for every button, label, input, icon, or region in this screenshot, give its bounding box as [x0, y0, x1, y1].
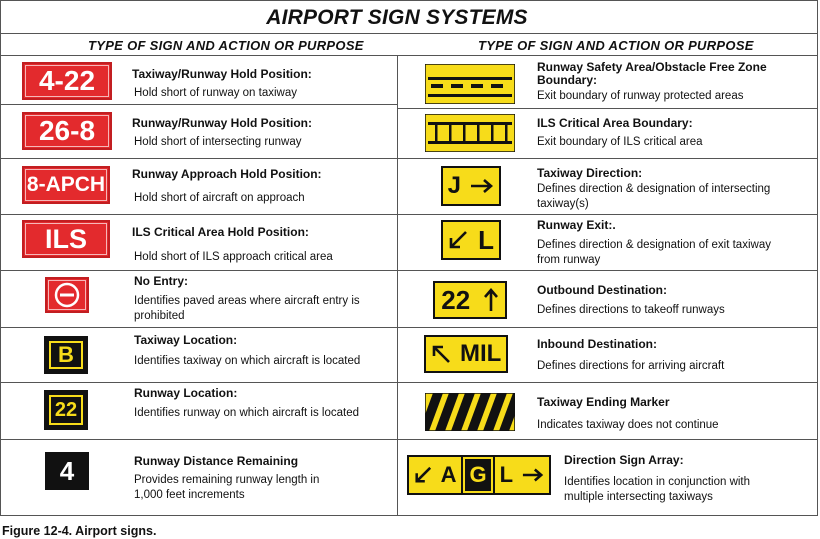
- entry-description: Hold short of ILS approach critical area: [134, 251, 333, 263]
- row-divider: [398, 327, 818, 328]
- row-divider: [0, 439, 397, 440]
- runway-exit-sign: [441, 220, 501, 260]
- row-divider: [0, 214, 397, 215]
- entry-description: Identifies taxiway on which aircraft is located: [134, 355, 361, 367]
- row-divider: [398, 214, 818, 215]
- direction-sign-array: [407, 455, 551, 495]
- row-divider: [398, 382, 818, 383]
- distance-remaining-sign: 4: [45, 452, 89, 490]
- entry-title: Runway Approach Hold Position:: [132, 167, 322, 181]
- page-title: AIRPORT SIGN SYSTEMS: [266, 6, 528, 29]
- row-divider: [0, 104, 397, 105]
- entry-description: Identifies location in conjunction with multiple intersecting taxiways: [564, 476, 751, 503]
- entry-title: Taxiway Ending Marker: [537, 395, 670, 409]
- entry-title: Runway Location:: [134, 386, 238, 400]
- row-divider: [398, 439, 818, 440]
- entry-title: Outbound Destination:: [537, 283, 667, 297]
- hold-sign-8-apch: 8-APCH: [22, 166, 110, 204]
- direction-sign-l-label: L: [499, 462, 514, 487]
- entry-description: Exit boundary of runway protected areas: [537, 90, 744, 102]
- entry-title: ILS Critical Area Hold Position:: [132, 225, 309, 239]
- entry-title: Taxiway Direction:: [537, 166, 643, 180]
- hold-sign-4-22: 4-22: [22, 62, 112, 100]
- taxiway-location-sign: [44, 336, 88, 374]
- arrow-right-icon: [470, 178, 494, 194]
- entry-description: Indicates taxiway does not continue: [537, 419, 719, 431]
- hold-sign-ils: ILS: [22, 220, 110, 258]
- taxiway-designation: J: [447, 172, 462, 199]
- entry-title: Direction Sign Array:: [564, 453, 684, 467]
- entry-title: Runway Safety Area/Obstacle Free Zone Boundary:: [537, 60, 767, 87]
- row-divider: [0, 382, 397, 383]
- row-divider: [0, 327, 397, 328]
- entry-title: Runway/Runway Hold Position:: [132, 116, 313, 130]
- entry-title: Runway Distance Remaining: [134, 454, 299, 468]
- entry-description: Hold short of intersecting runway: [134, 136, 302, 148]
- runway-safety-area-boundary-marking: [425, 64, 515, 104]
- header-divider: [0, 55, 818, 56]
- entry-description: Defines direction & designation of intersecting taxiway(s): [537, 183, 771, 210]
- entry-title: Inbound Destination:: [537, 337, 657, 351]
- no-entry-sign: [45, 277, 89, 313]
- column-divider: [397, 55, 398, 516]
- direction-sign-left-a: [409, 457, 461, 493]
- figure-caption: Figure 12-4. Airport signs.: [2, 524, 157, 538]
- inbound-destination-label: MIL: [459, 340, 502, 367]
- entry-description: Hold short of aircraft on approach: [134, 192, 305, 204]
- row-divider: [398, 108, 818, 109]
- entry-title: Taxiway/Runway Hold Position:: [132, 67, 312, 81]
- row-divider: [398, 270, 818, 271]
- no-entry-icon: [54, 282, 80, 308]
- entry-description: Defines directions for arriving aircraft: [537, 360, 725, 372]
- row-divider: [0, 270, 397, 271]
- entry-description: Hold short of runway on taxiway: [134, 87, 297, 99]
- runway-location-sign: [44, 390, 88, 430]
- row-divider: [398, 158, 818, 159]
- direction-sign-a-label: A: [440, 462, 457, 487]
- arrow-up-left-icon: [431, 344, 451, 364]
- entry-description: Identifies runway on which aircraft is located: [134, 407, 359, 419]
- ils-critical-area-boundary-marking: [425, 114, 515, 152]
- taxiway-location-letter: B: [49, 341, 83, 369]
- entry-title: No Entry:: [134, 274, 188, 288]
- arrow-down-left-icon: [448, 230, 468, 250]
- entry-description: Identifies paved areas where aircraft entry is prohibited: [134, 295, 360, 322]
- entry-description: Provides remaining runway length in 1,000 feet increments: [134, 474, 320, 501]
- runway-location-number: 22: [49, 395, 83, 425]
- entry-description: Exit boundary of ILS critical area: [537, 136, 703, 148]
- outbound-destination-sign: [433, 281, 507, 319]
- direction-sign-right-l: [495, 457, 549, 493]
- column-header-left: TYPE OF SIGN AND ACTION OR PURPOSE: [88, 38, 364, 53]
- title-divider: [0, 33, 818, 34]
- column-header-right: TYPE OF SIGN AND ACTION OR PURPOSE: [478, 38, 754, 53]
- hold-sign-26-8: 26-8: [22, 112, 112, 150]
- taxiway-direction-sign: [441, 166, 501, 206]
- entry-title: Runway Exit:.: [537, 218, 616, 232]
- taxiway-ending-marker-stripes: [425, 393, 515, 431]
- entry-description: Defines direction & designation of exit taxiway from runway: [537, 239, 771, 266]
- inbound-destination-sign: [424, 335, 508, 373]
- entry-description: Defines directions to takeoff runways: [537, 304, 725, 316]
- entry-title: ILS Critical Area Boundary:: [537, 116, 693, 130]
- exit-taxiway-designation: L: [478, 224, 494, 255]
- arrow-up-icon: [483, 288, 499, 312]
- arrow-down-left-icon: [414, 466, 432, 484]
- row-divider: [0, 158, 397, 159]
- location-sign-g: G: [463, 457, 493, 493]
- outbound-runway-number: 22: [441, 284, 471, 315]
- arrow-right-icon: [522, 467, 544, 483]
- entry-title: Taxiway Location:: [134, 333, 238, 347]
